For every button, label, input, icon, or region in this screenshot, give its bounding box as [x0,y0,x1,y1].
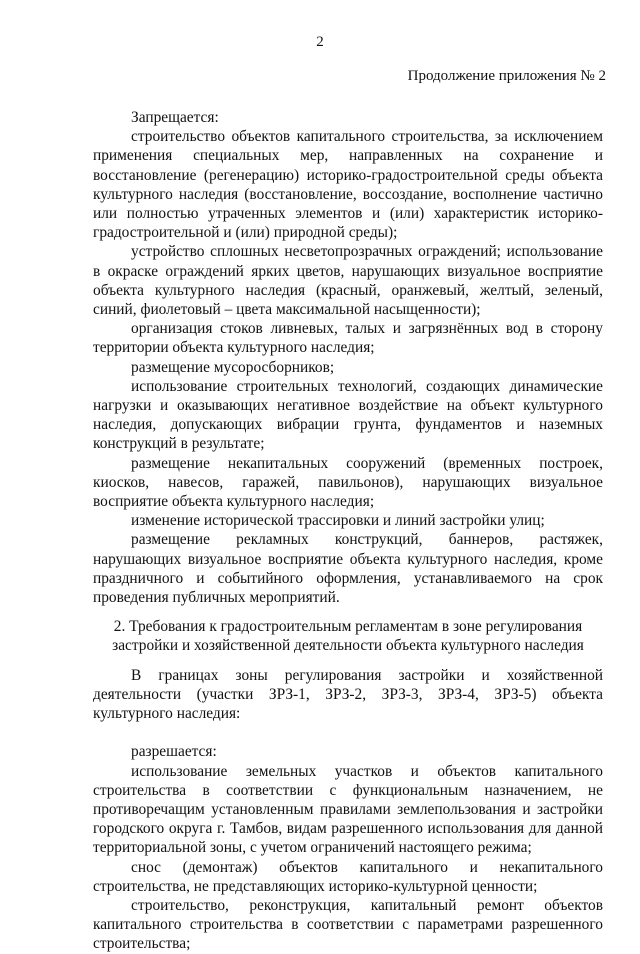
section-intro: В границах зоны регулирования застройки и хозяйственной деятельности (участки ЗРЗ-1, ЗРЗ-2, ЗРЗ-3, ЗРЗ-4, ЗРЗ-5) объекта культурного наследия: [93,666,603,723]
prohibited-title: Запрещается: [131,109,219,126]
allowed-title: разрешается: [131,743,217,761]
prohibited-item: размещение мусоросборников; [131,358,335,376]
prohibited-item: организация стоков ливневых, талых и загрязнённых вод в сторону территории объекта культурного наследия; [93,320,603,357]
prohibited-item: размещение рекламных конструкций, баннеров, растяжек, нарушающих визуальное восприятие объекта культурного наследия, кроме праздничного и событийного оформления, устанавливаемого на срок проведения публичных мероприятий. [93,531,603,607]
allowed-item: строительство, реконструкция, капитальный ремонт объектов капитального строительства в соответствии с параметрами разрешенного строительства; [93,896,603,953]
document-body [93,108,603,954]
prohibited-item: устройство сплошных несветопрозрачных ограждений; использование в окраске ограждений ярких цветов, нарушающих визуальное восприятие объекта культурного наследия (красный, оранжевый, желтый, зеленый, синий, фиолетовый – цвета максимальной насыщенности); [93,243,603,319]
section-heading: 2. Требования к градостроительным регламентам в зоне регулирования застройки и хозяйственной деятельности объекта культурного наследия [112,618,584,655]
prohibited-item: изменение исторической трассировки и линий застройки улиц; [131,512,545,530]
prohibited-item: использование строительных технологий, создающих динамические нагрузки и оказывающих негативное воздействие на объект культурного наследия, допускающих вибрации грунта, фундаментов и наземных конструкций в результате; [93,377,603,453]
allowed-item: снос (демонтаж) объектов капитального и некапитального строительства, не представляющих историко-культурной ценности; [93,858,603,895]
appendix-note: Продолжение приложения № 2 [407,68,606,84]
prohibited-item: строительство объектов капитального строительства, за исключением применения специальных мер, направленных на сохранение и восстановление (регенерацию) историко-градостроительной среды объекта культурного наследия (восстановление, воссоздание, восполнение частично или полностью утраченных элементов и (или) характеристик историко-градостроительной и (или) природной среды); [93,128,603,242]
allowed-item: использование земельных участков и объектов капитального строительства в соответствии с функциональным назначением, не противоречащим установленным правилами землепользования и застройки городского округа г. Тамбов, видам разрешенного использования для данной территориальной зоны, с учетом ограничений настоящего режима; [93,762,603,857]
page-number: 2 [316,34,324,50]
prohibited-item: размещение некапитальных сооружений (временных построек, киосков, навесов, гаражей, павильонов), нарушающих визуальное восприятие объекта культурного наследия; [93,454,603,511]
